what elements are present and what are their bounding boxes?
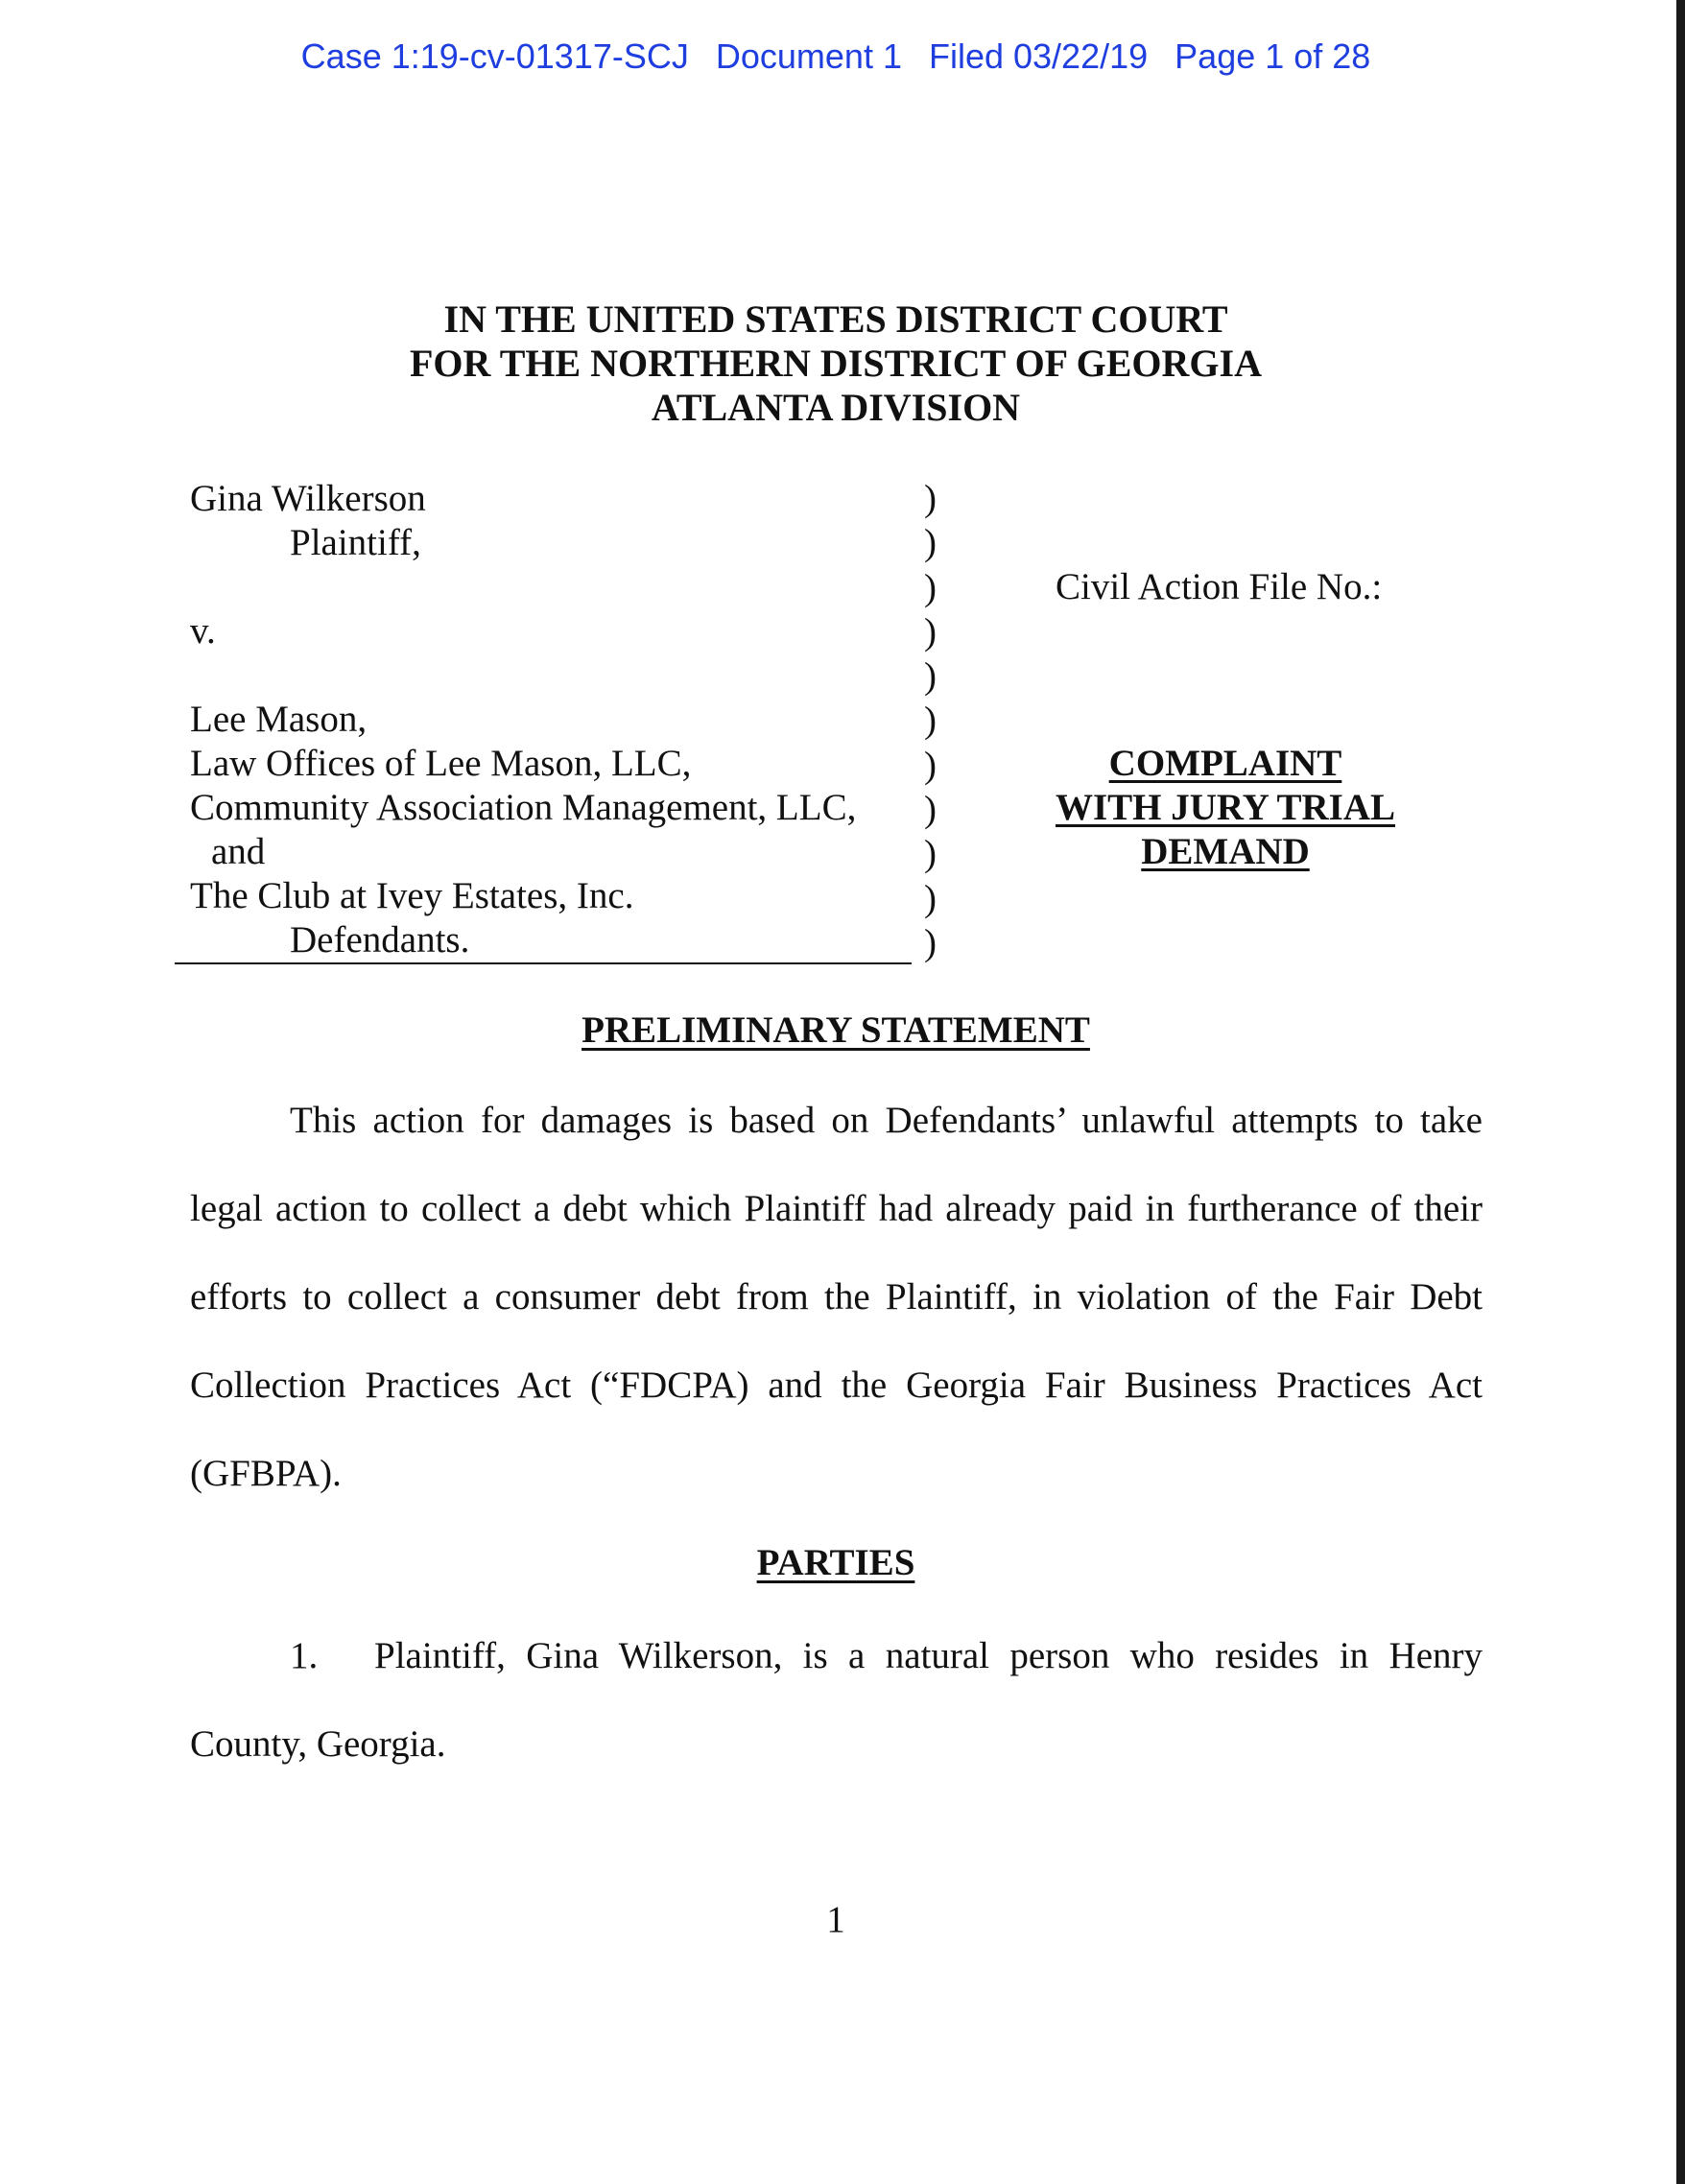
- versus: v.: [190, 610, 216, 652]
- caption-paren: ): [924, 744, 937, 786]
- page-count: Page 1 of 28: [1175, 36, 1371, 76]
- document-number: Document 1: [715, 36, 902, 76]
- caption-paren: ): [924, 833, 937, 875]
- caption-paren: ): [924, 877, 937, 919]
- page-edge: [1676, 0, 1685, 2184]
- caption-blank-line: [190, 653, 856, 698]
- caption-paren: ): [924, 566, 937, 608]
- defendants-role: Defendants.: [290, 919, 470, 961]
- preliminary-statement-body: [190, 1077, 1483, 1518]
- defendant-name: Lee Mason,: [190, 699, 368, 740]
- preliminary-statement-heading: PRELIMINARY STATEMENT: [581, 1009, 1090, 1051]
- court-line-2: FOR THE NORTHERN DISTRICT OF GEORGIA: [409, 342, 1262, 385]
- filed-date: Filed 03/22/19: [928, 36, 1149, 76]
- case-caption-parties: [190, 477, 856, 962]
- complaint-title: [1036, 742, 1414, 874]
- caption-paren: ): [924, 655, 937, 698]
- caption-conjunction: and: [211, 831, 266, 872]
- caption-paren: ): [924, 522, 937, 564]
- court-heading: [0, 297, 1672, 430]
- court-line-1: IN THE UNITED STATES DISTRICT COURT: [443, 297, 1228, 341]
- plaintiff-role: Plaintiff,: [290, 522, 421, 563]
- paragraph-text: Plaintiff, Gina Wilkerson, is a natural person who resides in Henry County, Georgia.: [190, 1635, 1483, 1765]
- complaint-title-line: DEMAND: [1141, 831, 1310, 872]
- parties-paragraph: [190, 1612, 1483, 1789]
- ecf-filing-header: [0, 36, 1672, 77]
- parties-heading: PARTIES: [756, 1542, 915, 1583]
- caption-blank-line: [190, 565, 856, 609]
- defendant-name: Community Association Management, LLC,: [190, 787, 857, 828]
- caption-paren: ): [924, 700, 937, 742]
- caption-paren: ): [924, 921, 937, 963]
- defendant-name: Law Offices of Lee Mason, LLC,: [190, 743, 692, 784]
- civil-action-file-number: Civil Action File No.:: [1056, 566, 1383, 607]
- court-line-3: ATLANTA DIVISION: [651, 386, 1021, 429]
- defendant-name: The Club at Ivey Estates, Inc.: [190, 875, 634, 916]
- plaintiff-name: Gina Wilkerson: [190, 478, 426, 519]
- caption-underline: [175, 962, 912, 964]
- paragraph-number: 1.: [290, 1635, 319, 1676]
- case-number: Case 1:19-cv-01317-SCJ: [300, 36, 689, 76]
- page-number: 1: [826, 1899, 845, 1940]
- complaint-title-line: WITH JURY TRIAL: [1055, 787, 1396, 828]
- caption-paren: ): [924, 789, 937, 831]
- caption-paren: ): [924, 610, 937, 653]
- caption-parentheses-column: [924, 477, 937, 965]
- complaint-title-line: COMPLAINT: [1108, 743, 1342, 784]
- preliminary-statement-text: This action for damages is based on Defendants’ unlawful attempts to take legal action to collect a debt which Plaintiff had already paid in furtherance of their efforts to collect a consumer debt from the Plaintiff, in violation of the Fair Debt Collection Practices Act (“FDCPA) and the Georgia Fair Business Practices Act (GFBPA).: [190, 1100, 1483, 1494]
- caption-paren: ): [924, 478, 937, 519]
